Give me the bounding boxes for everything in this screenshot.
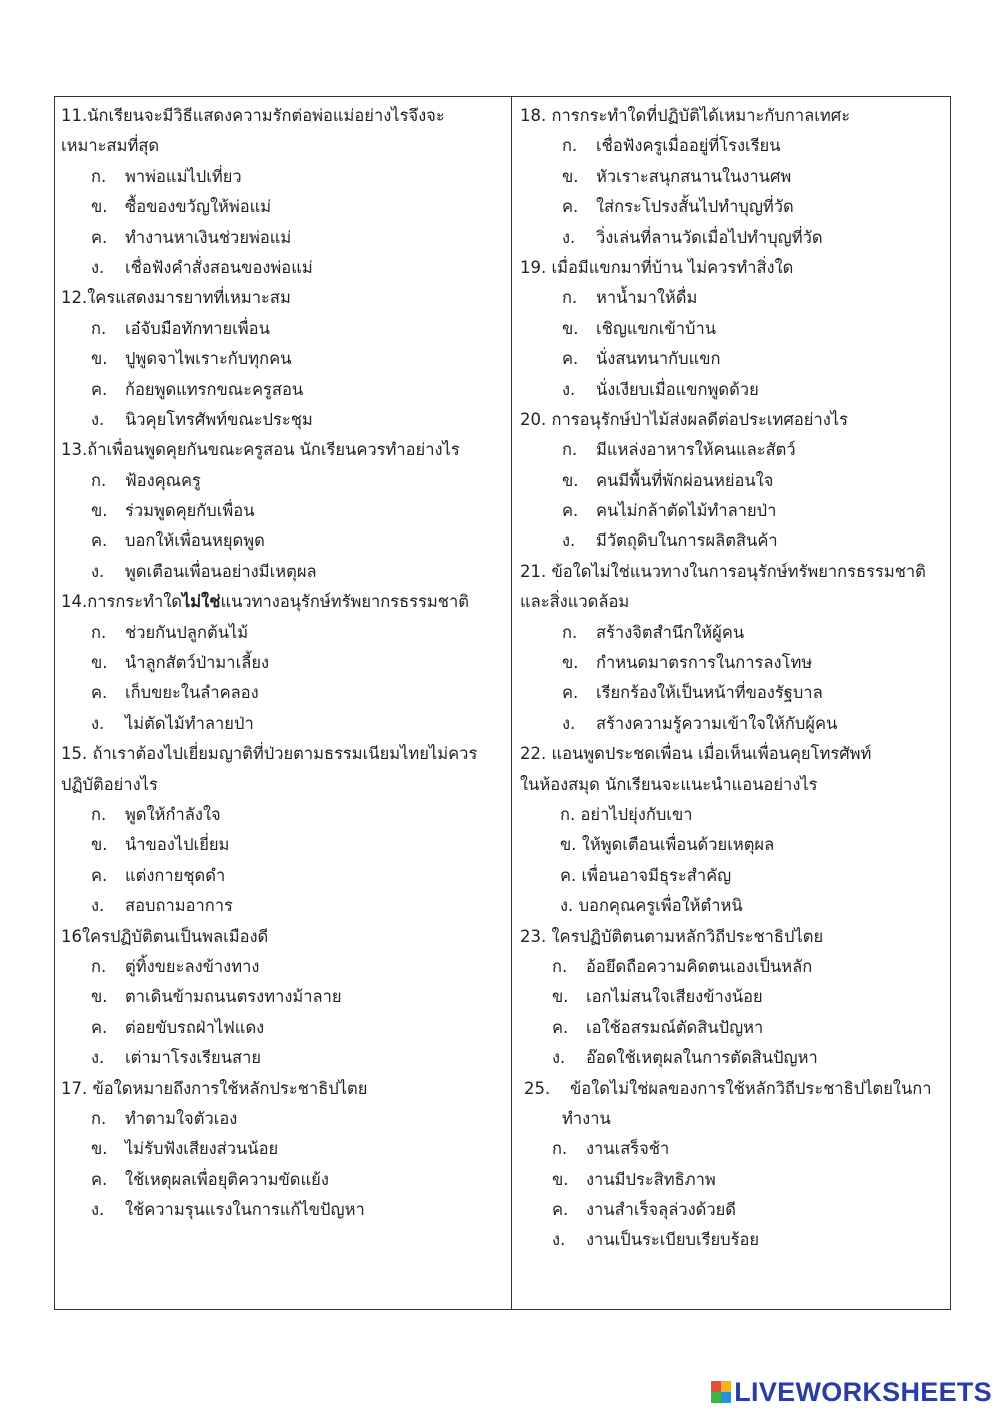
option-mark: ก. <box>562 440 578 460</box>
question-15-text-cont: ปฏิบัติอย่างไร <box>61 774 158 794</box>
option-text: ปูพูดจาไพเราะกับทุกคน <box>125 349 292 369</box>
option-mark: ก. <box>562 136 578 156</box>
option-mark: ง. <box>562 713 576 733</box>
question-15-text: 15. ถ้าเราต้องไปเยี่ยมญาติที่ป่วยตามธรรมเนียมไทยไม่ควร <box>61 744 478 764</box>
option-25-a[interactable] <box>520 1134 946 1164</box>
option-text: เอ๋จับมือทักทายเพื่อน <box>125 318 270 338</box>
option-text: ไม่ตัดไม้ทำลายป่า <box>125 713 254 733</box>
option-mark: ข. <box>552 987 569 1007</box>
option-18-d[interactable] <box>520 223 946 253</box>
option-mark: ค. <box>562 501 579 521</box>
option-text: วิ่งเล่นที่ลานวัดเมื่อไปทำบุญที่วัด <box>596 227 823 247</box>
option-mark: ก. <box>562 288 578 308</box>
option-11-d[interactable] <box>61 253 507 283</box>
option-text: งานเป็นระเบียบเรียบร้อย <box>586 1230 760 1250</box>
option-text: หัวเราะสนุกสนานในงานศพ <box>596 166 792 186</box>
option-mark: ง. <box>562 379 576 399</box>
question-22-text-cont: ในห้องสมุด นักเรียนจะแนะนำแอนอย่างไร <box>520 774 818 794</box>
option-text: เชื่อฟังครูเมื่ออยู่ที่โรงเรียน <box>596 136 781 156</box>
option-mark: ก. <box>562 622 578 642</box>
option-16-c[interactable] <box>61 1013 507 1043</box>
option-text: มีวัตถุดิบในการผลิตสินค้า <box>596 531 778 551</box>
option-15-d[interactable] <box>61 891 507 921</box>
option-13-a[interactable] <box>61 466 507 496</box>
option-21-a[interactable] <box>520 618 946 648</box>
logo-square-1 <box>711 1381 721 1392</box>
option-mark: ค. <box>552 1017 569 1037</box>
option-mark: ง. <box>91 561 105 581</box>
option-text: นำลูกสัตว์ป่ามาเลี้ยง <box>125 653 270 673</box>
option-16-d[interactable] <box>61 1043 507 1073</box>
option-mark: ง. <box>91 713 105 733</box>
option-12-b[interactable] <box>61 344 507 374</box>
option-mark: ข. <box>560 835 577 855</box>
question-22-text: 22. แอนพูดประชดเพื่อน เมื่อเห็นเพื่อนคุยโทรศัพท์ <box>520 744 872 764</box>
option-text: บอกคุณครูเพื่อให้ตำหนิ <box>578 896 743 916</box>
option-17-b[interactable] <box>61 1134 507 1164</box>
option-20-d[interactable] <box>520 526 946 556</box>
question-11-text-cont: เหมาะสมที่สุด <box>61 136 160 156</box>
option-mark: ง. <box>91 896 105 916</box>
option-14-c[interactable] <box>61 678 507 708</box>
question-18-text: 18. การกระทำใดที่ปฏิบัติได้เหมาะกับกาลเทศะ <box>520 106 851 125</box>
option-19-b[interactable] <box>520 314 946 344</box>
question-12-text: 12.ใครแสดงมารยาทที่เหมาะสม <box>61 288 291 308</box>
option-mark: ก. <box>91 318 107 338</box>
left-column <box>55 97 512 1309</box>
option-13-c[interactable] <box>61 526 507 556</box>
option-text: กำหนดมาตรการในการลงโทษ <box>596 653 813 673</box>
option-21-c[interactable] <box>520 678 946 708</box>
option-text: นั่งสนทนากับแขก <box>596 349 721 369</box>
option-mark: ข. <box>91 501 108 521</box>
option-12-c[interactable] <box>61 375 507 405</box>
option-text: เต่ามาโรงเรียนสาย <box>125 1048 261 1068</box>
option-mark: ข. <box>91 197 108 217</box>
option-mark: ง. <box>562 227 576 247</box>
option-mark: ข. <box>562 166 579 186</box>
option-text: มีแหล่งอาหารให้คนและสัตว์ <box>596 440 796 460</box>
option-mark: ก. <box>552 1139 568 1159</box>
option-text: ช่วยกันปลูกต้นไม้ <box>125 622 249 642</box>
option-12-d[interactable] <box>61 405 507 435</box>
option-text: สร้างความรู้ความเข้าใจให้กับผู้คน <box>596 713 838 733</box>
question-14-pre: 14.การกระทำใด <box>61 592 182 612</box>
option-20-b[interactable] <box>520 466 946 496</box>
option-mark: ง. <box>91 1048 105 1068</box>
option-mark: ค. <box>562 349 579 369</box>
option-text: ใช้ความรุนแรงในการแก้ไขปัญหา <box>125 1200 365 1220</box>
option-23-c[interactable] <box>520 1013 946 1043</box>
option-18-a[interactable] <box>520 131 946 161</box>
option-16-a[interactable] <box>61 952 507 982</box>
option-22-b[interactable] <box>520 830 946 860</box>
option-text: เอใช้อสรมณ์ตัดสินปัญหา <box>586 1017 764 1037</box>
option-mark: ก. <box>91 470 107 490</box>
option-text: เชื่อฟังคำสั่งสอนของพ่อแม่ <box>125 257 313 277</box>
question-21-text-cont: และสิ่งแวดล้อม <box>520 592 630 612</box>
option-12-a[interactable] <box>61 314 507 344</box>
option-13-d[interactable] <box>61 557 507 587</box>
option-text: นั่งเงียบเมื่อแขกพูดด้วย <box>596 379 759 399</box>
option-mark: ก. <box>91 166 107 186</box>
option-mark: ง. <box>91 257 105 277</box>
option-13-b[interactable] <box>61 496 507 526</box>
question-25-text-cont: ทำงาน <box>562 1108 611 1128</box>
option-mark: ค. <box>560 865 577 885</box>
option-mark: ข. <box>91 653 108 673</box>
liveworksheets-logo-icon <box>711 1381 731 1403</box>
option-text: แต่งกายชุดดำ <box>125 865 226 885</box>
option-text: เก็บขยะในลำคลอง <box>125 683 259 703</box>
option-text: ตาเดินข้ามถนนตรงทางม้าลาย <box>125 987 342 1007</box>
option-text: หาน้ำมาให้ดื่ม <box>596 288 698 308</box>
option-mark: ง. <box>552 1230 566 1250</box>
question-14-post: แนวทางอนุรักษ์ทรัพยากรธรรมชาติ <box>220 592 469 612</box>
option-text: เพื่อนอาจมีธุระสำคัญ <box>581 865 732 885</box>
option-15-a[interactable] <box>61 800 507 830</box>
liveworksheets-brand[interactable] <box>711 1376 992 1408</box>
option-text: ทำงานหาเงินช่วยพ่อแม่ <box>125 227 292 247</box>
option-22-c[interactable] <box>520 861 946 891</box>
option-21-b[interactable] <box>520 648 946 678</box>
question-13-text: 13.ถ้าเพื่อนพูดคุยกันขณะครูสอน นักเรียนควรทำอย่างไร <box>61 440 460 460</box>
question-16-text: 16ใครปฏิบัติตนเป็นพลเมืองดี <box>61 926 269 946</box>
option-14-a[interactable] <box>61 618 507 648</box>
option-mark: ค. <box>91 1169 108 1189</box>
option-text: สร้างจิตสำนึกให้ผู้คน <box>596 622 745 642</box>
option-mark: ค. <box>91 531 108 551</box>
option-text: เอกไม่สนใจเสียงข้างน้อย <box>586 987 763 1007</box>
option-mark: ก. <box>91 956 107 976</box>
option-23-d[interactable] <box>520 1043 946 1073</box>
option-text: ร่วมพูดคุยกับเพื่อน <box>125 501 255 521</box>
option-text: ไม่รับฟังเสียงส่วนน้อย <box>125 1139 279 1159</box>
option-19-a[interactable] <box>520 283 946 313</box>
question-23-text: 23. ใครปฏิบัติตนตามหลักวิถีประชาธิปไตย <box>520 926 824 946</box>
logo-square-2 <box>721 1381 731 1392</box>
option-21-d[interactable] <box>520 709 946 739</box>
option-mark: ง. <box>560 896 574 916</box>
option-16-b[interactable] <box>61 982 507 1012</box>
option-text: ให้พูดเตือนเพื่อนด้วยเหตุผล <box>581 835 775 855</box>
option-mark: ค. <box>91 865 108 885</box>
option-mark: ข. <box>552 1169 569 1189</box>
option-mark: ก. <box>560 804 576 824</box>
option-mark: ง. <box>91 1200 105 1220</box>
option-mark: ค. <box>91 379 108 399</box>
option-22-d[interactable] <box>520 891 946 921</box>
option-text: พูดเตือนเพื่อนอย่างมีเหตุผล <box>125 561 317 581</box>
option-11-c[interactable] <box>61 223 507 253</box>
option-mark: ค. <box>91 1017 108 1037</box>
option-17-d[interactable] <box>61 1195 507 1225</box>
option-14-b[interactable] <box>61 648 507 678</box>
option-text: บอกให้เพื่อนหยุดพูด <box>125 531 265 551</box>
option-mark: ค. <box>91 683 108 703</box>
option-text: คนไม่กล้าตัดไม้ทำลายป่า <box>596 501 777 521</box>
option-mark: ค. <box>552 1200 569 1220</box>
option-mark: ก. <box>91 804 107 824</box>
option-mark: ก. <box>91 1108 107 1128</box>
option-text: พาพ่อแม่ไปเที่ยว <box>125 166 242 186</box>
option-text: ก้อยพูดแทรกขณะครูสอน <box>125 379 304 399</box>
option-text: พูดให้กำลังใจ <box>125 804 221 824</box>
option-mark: ง. <box>91 409 105 429</box>
option-mark: ก. <box>91 622 107 642</box>
option-19-c[interactable] <box>520 344 946 374</box>
option-22-a[interactable] <box>520 800 946 830</box>
option-text: ทำตามใจตัวเอง <box>125 1108 238 1128</box>
option-text: นิวคุยโทรศัพท์ขณะประชุม <box>125 409 313 429</box>
option-text: ใส่กระโปรงสั้นไปทำบุญที่วัด <box>596 197 794 217</box>
option-text: เชิญแขกเข้าบ้าน <box>596 318 717 338</box>
option-11-b[interactable] <box>61 192 507 222</box>
option-mark: ค. <box>562 197 579 217</box>
option-mark: ก. <box>552 956 568 976</box>
question-14-emphasis: ไม่ใช่ <box>182 592 221 612</box>
option-15-c[interactable] <box>61 861 507 891</box>
option-25-b[interactable] <box>520 1165 946 1195</box>
option-18-b[interactable] <box>520 162 946 192</box>
option-23-b[interactable] <box>520 982 946 1012</box>
right-column <box>512 97 950 1309</box>
option-17-c[interactable] <box>61 1165 507 1195</box>
option-mark: ง. <box>562 531 576 551</box>
worksheet-table <box>54 96 951 1310</box>
logo-square-3 <box>711 1392 721 1403</box>
logo-square-4 <box>721 1392 731 1403</box>
option-text: ตู่ทิ้งขยะลงข้างทาง <box>125 956 260 976</box>
brand-name: LIVEWORKSHEETS <box>734 1376 992 1407</box>
option-text: สอบถามอาการ <box>125 896 233 916</box>
option-23-a[interactable] <box>520 952 946 982</box>
option-mark: ข. <box>562 653 579 673</box>
option-text: ต่อยขับรถฝ่าไฟแดง <box>125 1017 265 1037</box>
option-mark: ข. <box>562 318 579 338</box>
option-mark: ข. <box>562 470 579 490</box>
option-mark: ข. <box>91 349 108 369</box>
question-25-text <box>520 1074 946 1104</box>
question-25-line: ข้อใดไม่ใช่ผลของการใช้หลักวิถีประชาธิปไตยในกา <box>570 1078 932 1098</box>
option-text: ฟ้องคุณครู <box>125 470 201 490</box>
option-text: งานเสร็จช้า <box>586 1139 670 1159</box>
option-text: ใช้เหตุผลเพื่อยุติความขัดแย้ง <box>125 1169 329 1189</box>
option-mark: ค. <box>562 683 579 703</box>
question-11-text: 11.นักเรียนจะมีวิธีแสดงความรักต่อพ่อแม่อย่างไรจึงจะ <box>61 106 445 125</box>
option-mark: ง. <box>552 1048 566 1068</box>
option-18-c[interactable] <box>520 192 946 222</box>
option-text: ซื้อของขวัญให้พ่อแม่ <box>125 197 272 217</box>
option-17-a[interactable] <box>61 1104 507 1134</box>
question-19-text: 19. เมื่อมีแขกมาที่บ้าน ไม่ควรทำสิ่งใด <box>520 257 794 277</box>
question-17-text: 17. ข้อใดหมายถึงการใช้หลักประชาธิปไตย <box>61 1078 368 1098</box>
option-15-b[interactable] <box>61 830 507 860</box>
question-25-number: 25. <box>524 1078 551 1098</box>
option-mark: ข. <box>91 987 108 1007</box>
option-11-a[interactable] <box>61 162 507 192</box>
option-text: งานมีประสิทธิภาพ <box>586 1169 716 1189</box>
option-text: คนมีพื้นที่พักผ่อนหย่อนใจ <box>596 470 774 490</box>
option-text: อ้อยึดถือความคิดตนเองเป็นหลัก <box>586 956 813 976</box>
option-text: อ๊อดใช้เหตุผลในการตัดสินปัญหา <box>586 1048 818 1068</box>
question-20-text: 20. การอนุรักษ์ป่าไม้ส่งผลดีต่อประเทศอย่างไร <box>520 409 848 429</box>
option-text: นำของไปเยี่ยม <box>125 835 230 855</box>
option-20-c[interactable] <box>520 496 946 526</box>
option-mark: ข. <box>91 1139 108 1159</box>
option-19-d[interactable] <box>520 375 946 405</box>
option-25-c[interactable] <box>520 1195 946 1225</box>
option-20-a[interactable] <box>520 435 946 465</box>
option-mark: ข. <box>91 835 108 855</box>
question-21-text: 21. ข้อใดไม่ใช่แนวทางในการอนุรักษ์ทรัพยากรธรรมชาติ <box>520 561 926 581</box>
option-14-d[interactable] <box>61 709 507 739</box>
option-mark: ค. <box>91 227 108 247</box>
option-25-d[interactable] <box>520 1225 946 1255</box>
option-text: เรียกร้องให้เป็นหน้าที่ของรัฐบาล <box>596 683 823 703</box>
question-14-text <box>61 587 507 617</box>
option-text: งานสำเร็จลุล่วงด้วยดี <box>586 1200 737 1220</box>
option-text: อย่าไปยุ่งกับเขา <box>580 804 693 824</box>
